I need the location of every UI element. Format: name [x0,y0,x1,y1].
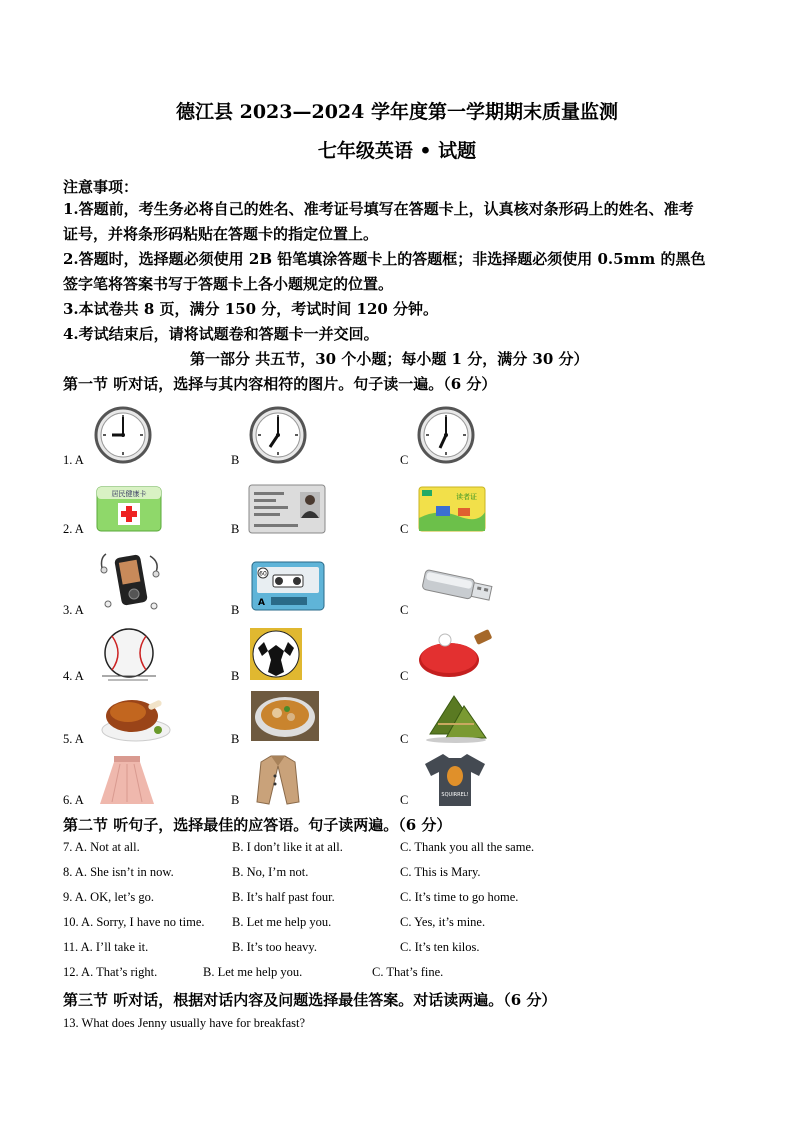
roast-chicken-icon [96,688,174,744]
tape-side: A [258,598,265,608]
q5-label-b: B [231,732,240,746]
q7-option-b: B. I don’t like it at all. [232,840,343,854]
exam-subtitle: 七年级英语 • 试题 [317,140,477,162]
skirt-icon [96,754,158,806]
section1-heading: 第一节 听对话，选择与其内容相符的图片。句子读一遍。（6 分） [63,375,497,393]
q7-option-c: C. Thank you all the same. [400,840,535,854]
q10-option-c: C. Yes, it’s mine. [400,915,486,929]
section2-heading: 第二节 听句子，选择最佳的应答语。句子读两遍。（6 分） [63,816,452,834]
q12-option-a: 12. A. That’s right. [63,965,158,979]
q4-label-a: 4. A [63,669,84,683]
mp4-player-icon [98,548,162,612]
q3-label-a: 3. A [63,603,84,617]
q8-option-b: B. No, I’m not. [232,865,309,879]
q13-question: 13. What does Jenny usually have for breakfast? [63,1016,306,1030]
q11-option-c: C. It’s ten kilos. [400,940,480,954]
usb-drive-icon [417,558,495,616]
q7-option-a: 7. A. Not at all. [63,840,140,854]
coat-icon [255,754,301,806]
part1-heading: 第一部分 共五节，30 个小题；每小题 1 分，满分 30 分） [190,350,589,368]
q9-option-c: C. It’s time to go home. [400,890,519,904]
shirt-text: SQUIRREL! [441,792,469,798]
q5-label-a: 5. A [63,732,84,746]
q4-label-b: B [231,669,240,683]
clock-icon [248,405,308,465]
clock-icon [416,405,476,465]
zongzi-icon [420,688,494,744]
q6-label-a: 6. A [63,793,84,807]
q6-label-b: B [231,793,240,807]
soup-bowl-icon [251,691,319,741]
health-card-icon [96,486,162,532]
card1-text: 居民健康卡 [111,490,147,498]
q12-option-c: C. That’s fine. [372,965,444,979]
section3-heading: 第三节 听对话，根据对话内容及问题选择最佳答案。对话读两遍。（6 分） [63,991,557,1009]
q1-label-a: 1. A [63,453,84,467]
q1-label-c: C [400,453,409,467]
baseball-icon [98,624,160,682]
cassette-tape-icon [251,561,325,611]
q6-label-c: C [400,793,409,807]
notice-line: 3.本试卷共 8 页，满分 150 分，考试时间 120 分钟。 [63,300,439,318]
q2-label-c: C [400,522,409,536]
library-card-icon [418,486,486,532]
notice-line: 签字笔将答案书写于答题卡上各小题规定的位置。 [63,275,394,293]
soccer-ball-icon [250,628,302,680]
q2-label-b: B [231,522,240,536]
notice-line: 1.答题前，考生务必将自己的姓名、准考证号填写在答题卡上，认真核对条形码上的姓名、准考 [63,200,694,218]
q11-option-b: B. It’s too heavy. [232,940,317,954]
q9-option-a: 9. A. OK, let’s go. [63,890,154,904]
q10-option-b: B. Let me help you. [232,915,332,929]
q10-option-a: 10. A. Sorry, I have no time. [63,915,205,929]
exam-title: 德江县 2023—2024 学年度第一学期期末质量监测 [176,101,618,123]
q12-option-b: B. Let me help you. [203,965,303,979]
q1-label-b: B [231,453,240,467]
notice-line: 4.考试结束后，请将试题卷和答题卡一并交回。 [63,325,379,343]
ping-pong-paddle-icon [417,624,495,680]
t-shirt-icon [423,752,487,808]
q2-label-a: 2. A [63,522,84,536]
q3-label-c: C [400,603,409,617]
card3-text: 读者证 [456,493,477,501]
q11-option-a: 11. A. I’ll take it. [63,940,149,954]
clock-icon [93,405,153,465]
q8-option-a: 8. A. She isn’t in now. [63,865,174,879]
q9-option-b: B. It’s half past four. [232,890,335,904]
notice-heading: 注意事项： [63,178,139,196]
q5-label-c: C [400,732,409,746]
notice-line: 证号，并将条形码粘贴在答题卡的指定位置上。 [63,225,379,243]
q4-label-c: C [400,669,409,683]
notice-line: 2.答题时，选择题必须使用 2B 铅笔填涂答题卡上的答题框；非选择题必须使用 0.5mm 的黑色 [63,250,706,268]
q3-label-b: B [231,603,240,617]
q8-option-c: C. This is Mary. [400,865,481,879]
id-card-icon [248,484,326,534]
tape-number: 60 [259,570,267,578]
